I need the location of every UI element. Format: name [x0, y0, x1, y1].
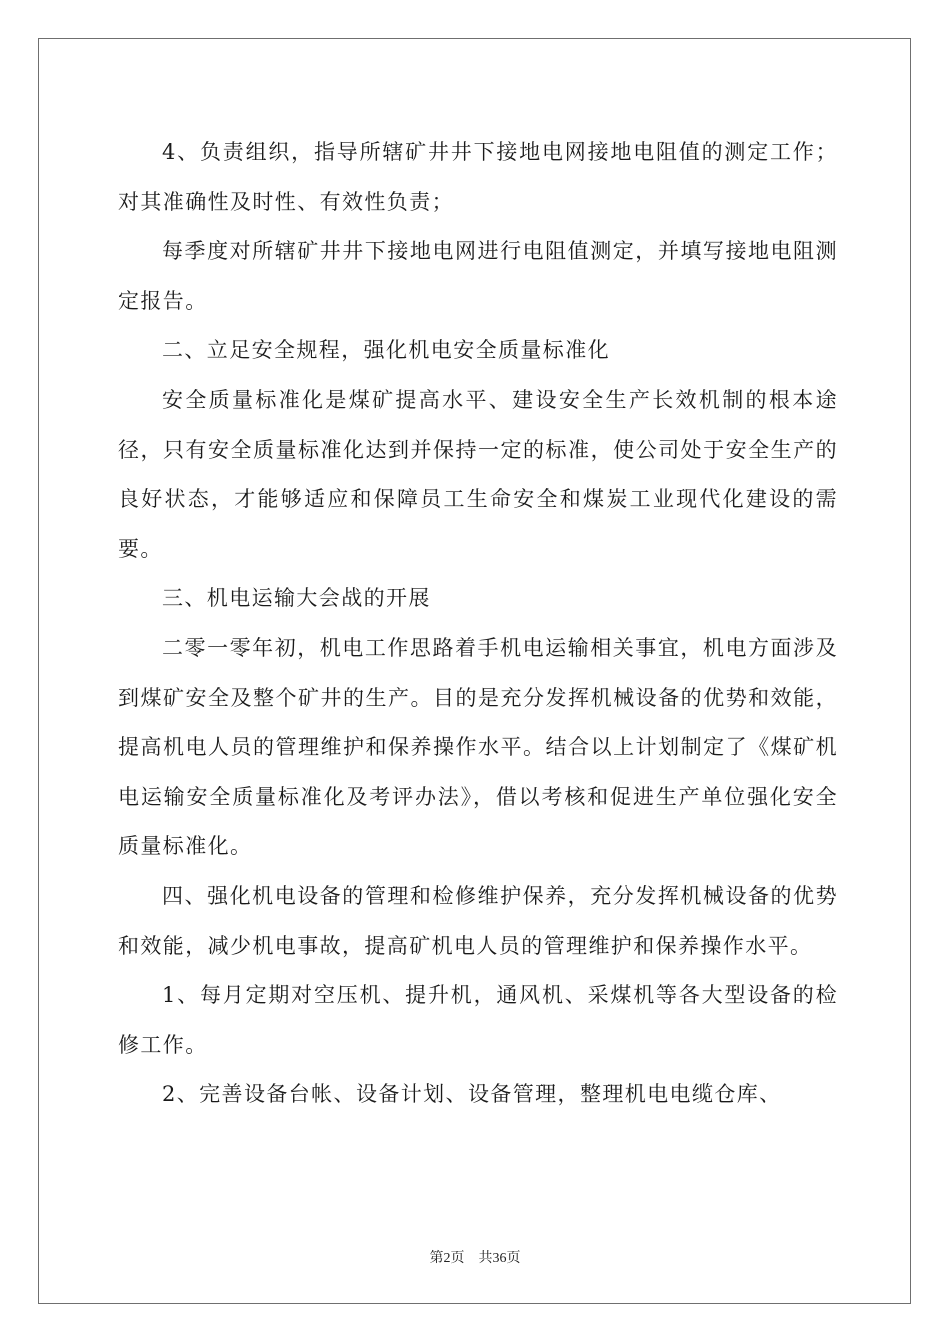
paragraph-5: 1、每月定期对空压机、提升机，通风机、采煤机等各大型设备的检修工作。 [118, 983, 838, 1057]
paragraph-6: 2、完善设备台帐、设备计划、设备管理，整理机电电缆仓库、 [162, 1082, 782, 1107]
paragraph-2: 每季度对所辖矿井井下接地电网进行电阻值测定，并填写接地电阻测定报告。 [118, 239, 838, 313]
section-heading-4: 四、强化机电设备的管理和检修维护保养，充分发挥机械设备的优势和效能，减少机电事故，提高矿机电人员的管理维护和保养操作水平。 [118, 883, 838, 958]
section-heading-3: 三、机电运输大会战的开展 [162, 586, 431, 611]
paragraph-1: 4、负责组织，指导所辖矿井井下接地电网接地电阻值的测定工作；对其准确性及时性、有效性负责； [118, 140, 838, 214]
paragraph-4: 二零一零年初，机电工作思路着手机电运输相关事宜，机电方面涉及到煤矿安全及整个矿井的生产。目的是充分发挥机械设备的优势和效能，提高机电人员的管理维护和保养操作水平。结合以上计划制定了《煤矿机电运输安全质量标准化及考评办法》，借以考核和促进生产单位强化安全质量标准化。 [118, 635, 838, 859]
document-body [118, 128, 838, 1120]
section-heading-2: 二、立足安全规程，强化机电安全质量标准化 [162, 338, 610, 363]
page-total: 共36页 [478, 1251, 521, 1266]
page-footer [0, 1247, 950, 1267]
paragraph-3: 安全质量标准化是煤矿提高水平、建设安全生产长效机制的根本途径，只有安全质量标准化达到并保持一定的标准，使公司处于安全生产的良好状态，才能够适应和保障员工生命安全和煤炭工业现代化建设的需要。 [118, 387, 838, 561]
page-number: 第2页 [429, 1251, 465, 1266]
